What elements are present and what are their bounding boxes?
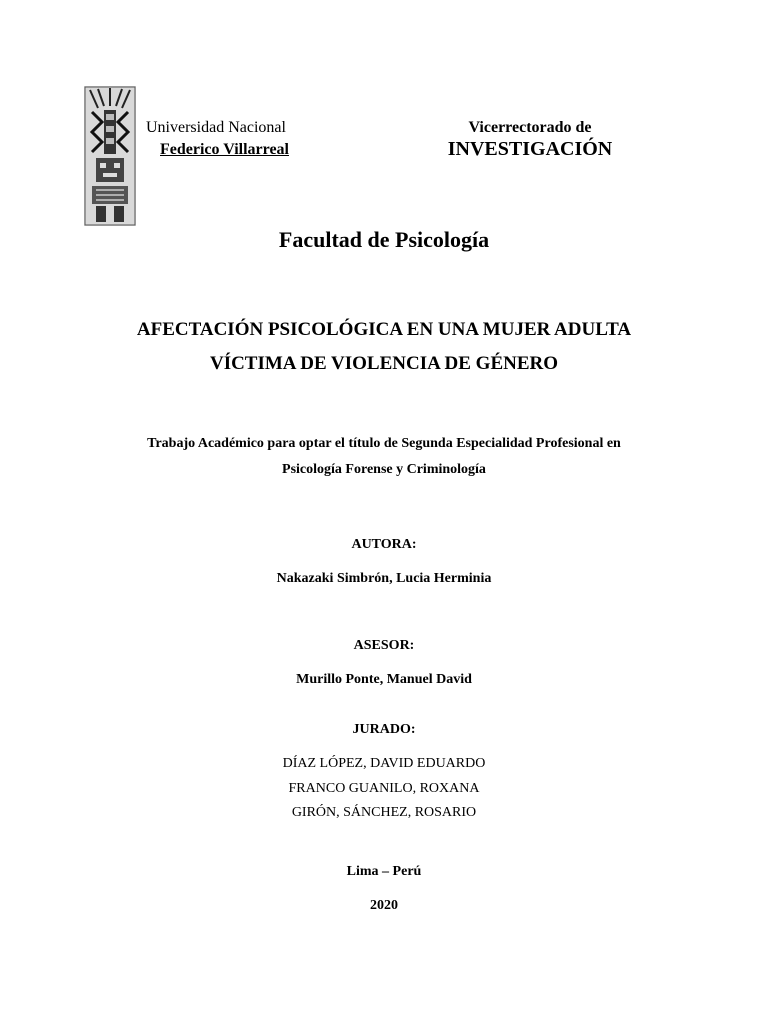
university-name-line1: Universidad Nacional <box>146 119 286 136</box>
vice-rectorate-line2: INVESTIGACIÓN <box>447 138 613 160</box>
degree-purpose-line2: Psicología Forense y Criminología <box>282 462 486 477</box>
advisor-name: Murillo Ponte, Manuel David <box>296 672 472 687</box>
jury-member: GIRÓN, SÁNCHEZ, ROSARIO <box>291 805 477 820</box>
university-emblem-icon <box>84 86 136 226</box>
thesis-title-line1: AFECTACIÓN PSICOLÓGICA EN UNA MUJER ADULTA <box>136 319 632 340</box>
faculty-name: Facultad de Psicología <box>278 227 490 252</box>
author-label: AUTORA: <box>351 537 417 552</box>
jury-member: DÍAZ LÓPEZ, DAVID EDUARDO <box>282 756 486 771</box>
vice-rectorate-line1: Vicerrectorado de <box>468 119 592 136</box>
degree-purpose-line1: Trabajo Académico para optar el título de Segunda Especialidad Profesional en <box>147 436 621 451</box>
place: Lima – Perú <box>346 864 422 879</box>
jury-label: JURADO: <box>352 722 416 737</box>
university-name-line2: Federico Villarreal <box>160 141 289 158</box>
author-name: Nakazaki Simbrón, Lucia Herminia <box>276 571 492 586</box>
advisor-label: ASESOR: <box>353 638 415 653</box>
year: 2020 <box>370 898 398 913</box>
thesis-title-line2: VÍCTIMA DE VIOLENCIA DE GÉNERO <box>209 353 559 374</box>
jury-member: FRANCO GUANILO, ROXANA <box>288 781 480 796</box>
